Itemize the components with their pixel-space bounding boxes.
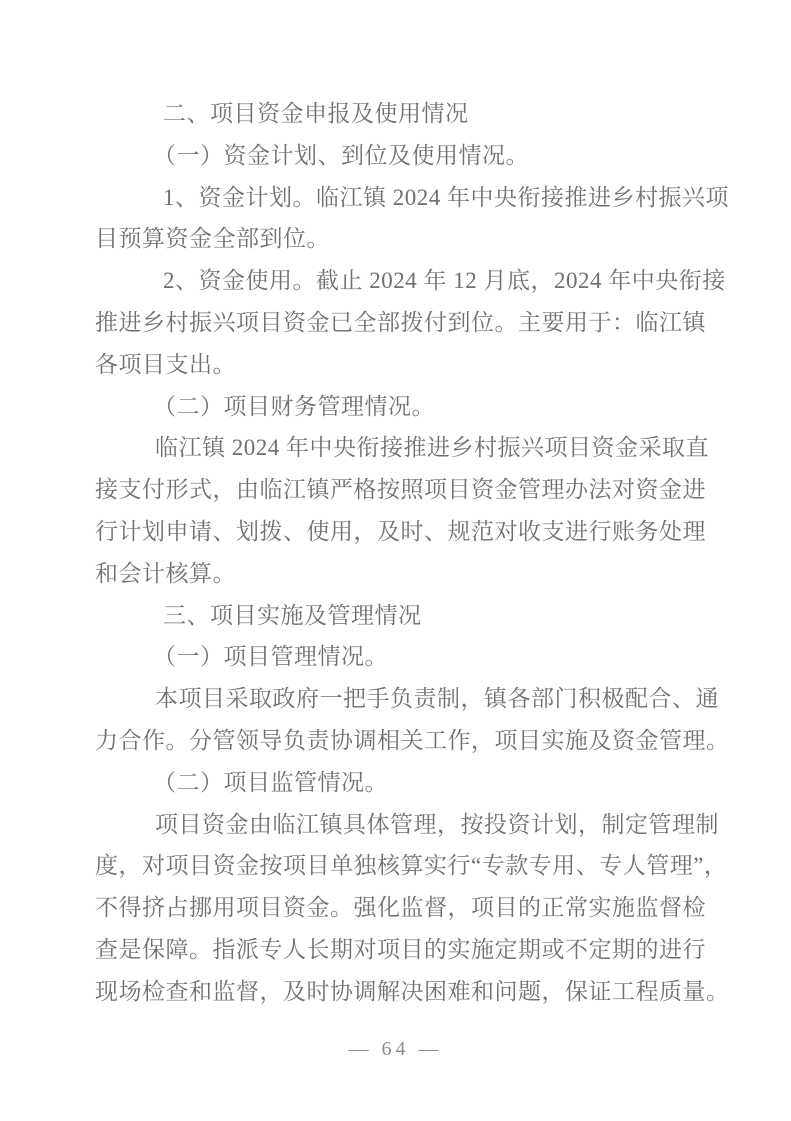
subsection-heading: （二）项目财务管理情况。 — [153, 393, 435, 419]
text-line: 各项目支出。 — [95, 351, 236, 377]
subsection-heading: （二）项目监管情况。 — [153, 769, 388, 795]
text-line: 和会计核算。 — [95, 560, 236, 586]
text-line: 临江镇 2024 年中央衔接推进乡村振兴项目资金采取直 — [155, 435, 709, 461]
text-line: 度，对项目资金按项目单独核算实行“专款专用、专人管理”， — [95, 853, 728, 879]
text-line: 接支付形式，由临江镇严格按照项目资金管理办法对资金进 — [95, 477, 706, 503]
text-line: 查是保障。指派专人长期对项目的实施定期或不定期的进行 — [95, 936, 706, 962]
text-line: 项目资金由临江镇具体管理，按投资计划，制定管理制 — [155, 811, 719, 837]
subsection-heading: （一）项目管理情况。 — [153, 644, 388, 670]
page-number: — 64 — — [348, 1038, 443, 1060]
text-line: 2、资金使用。截止 2024 年 12 月底，2024 年中央衔接 — [163, 268, 726, 294]
text-line: 不得挤占挪用项目资金。强化监督，项目的正常实施监督检 — [95, 895, 706, 921]
text-line: 力合作。分管领导负责协调相关工作，项目实施及资金管理。 — [95, 727, 730, 753]
text-line: 行计划申请、划拨、使用，及时、规范对收支进行账务处理 — [95, 518, 706, 544]
section-heading: 二、项目资金申报及使用情况 — [163, 101, 469, 126]
text-line: 本项目采取政府一把手负责制，镇各部门积极配合、通 — [155, 686, 719, 712]
subsection-heading: （一）资金计划、到位及使用情况。 — [153, 142, 529, 168]
text-line: 现场检查和监督，及时协调解决困难和问题，保证工程质量。 — [95, 978, 730, 1004]
text-line: 1、资金计划。临江镇 2024 年中央衔接推进乡村振兴项 — [163, 184, 729, 210]
document-body — [95, 93, 730, 1013]
section-heading: 三、项目实施及管理情况 — [163, 602, 422, 628]
text-line: 推进乡村振兴项目资金已全部拨付到位。主要用于：临江镇 — [95, 309, 706, 335]
text-line: 目预算资金全部到位。 — [95, 226, 330, 252]
